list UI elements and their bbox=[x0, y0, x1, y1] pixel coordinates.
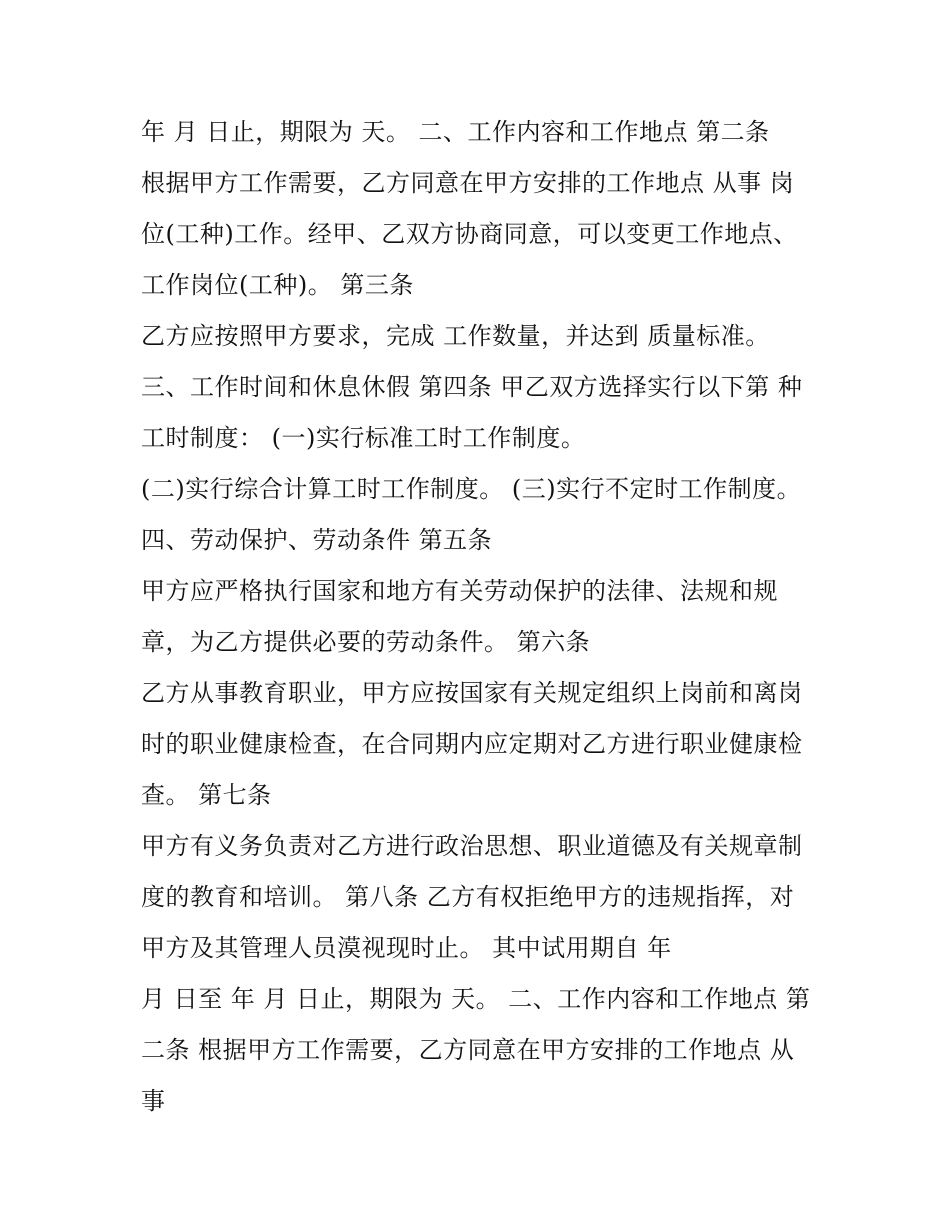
text-line: 根据甲方工作需要，乙方同意在甲方安排的工作地点 从事 岗 bbox=[141, 169, 795, 197]
text-line: 年 月 日止，期限为 天。 二、工作内容和工作地点 第二条 bbox=[141, 118, 770, 146]
text-line: 查。 第七条 bbox=[141, 781, 272, 809]
text-line: 甲方及其管理人员漠视现时止。 其中试用期自 年 bbox=[141, 934, 672, 962]
text-line: 乙方从事教育职业，甲方应按国家有关规定组织上岗前和离岗 bbox=[141, 679, 803, 707]
text-line: 乙方应按照甲方要求，完成 工作数量，并达到 质量标准。 bbox=[141, 322, 770, 350]
text-line: 四、劳动保护、劳动条件 第五条 bbox=[141, 526, 493, 554]
text-line: 甲方应严格执行国家和地方有关劳动保护的法律、法规和规 bbox=[141, 577, 778, 605]
text-line: 工时制度： (一)实行标准工时工作制度。 bbox=[141, 424, 586, 452]
text-line: 月 日至 年 月 日止，期限为 天。 二、工作内容和工作地点 第 bbox=[141, 985, 811, 1013]
text-line: 二条 根据甲方工作需要，乙方同意在甲方安排的工作地点 从 bbox=[141, 1036, 795, 1064]
text-line: 章，为乙方提供必要的劳动条件。 第六条 bbox=[141, 628, 591, 656]
text-line: 位(工种)工作。经甲、乙双方协商同意，可以变更工作地点、 bbox=[141, 220, 798, 248]
text-line: 工作岗位(工种)。 第三条 bbox=[141, 271, 414, 299]
text-line: 时的职业健康检查，在合同期内应定期对乙方进行职业健康检 bbox=[141, 730, 803, 758]
text-line: (二)实行综合计算工时工作制度。 (三)实行不定时工作制度。 bbox=[141, 475, 802, 503]
document-body bbox=[141, 107, 841, 1127]
text-line: 事 bbox=[141, 1087, 166, 1115]
text-line: 甲方有义务负责对乙方进行政治思想、职业道德及有关规章制 bbox=[141, 832, 803, 860]
text-line: 度的教育和培训。 第八条 乙方有权拒绝甲方的违规指挥，对 bbox=[141, 883, 795, 911]
text-line: 三、工作时间和休息休假 第四条 甲乙双方选择实行以下第 种 bbox=[141, 373, 803, 401]
